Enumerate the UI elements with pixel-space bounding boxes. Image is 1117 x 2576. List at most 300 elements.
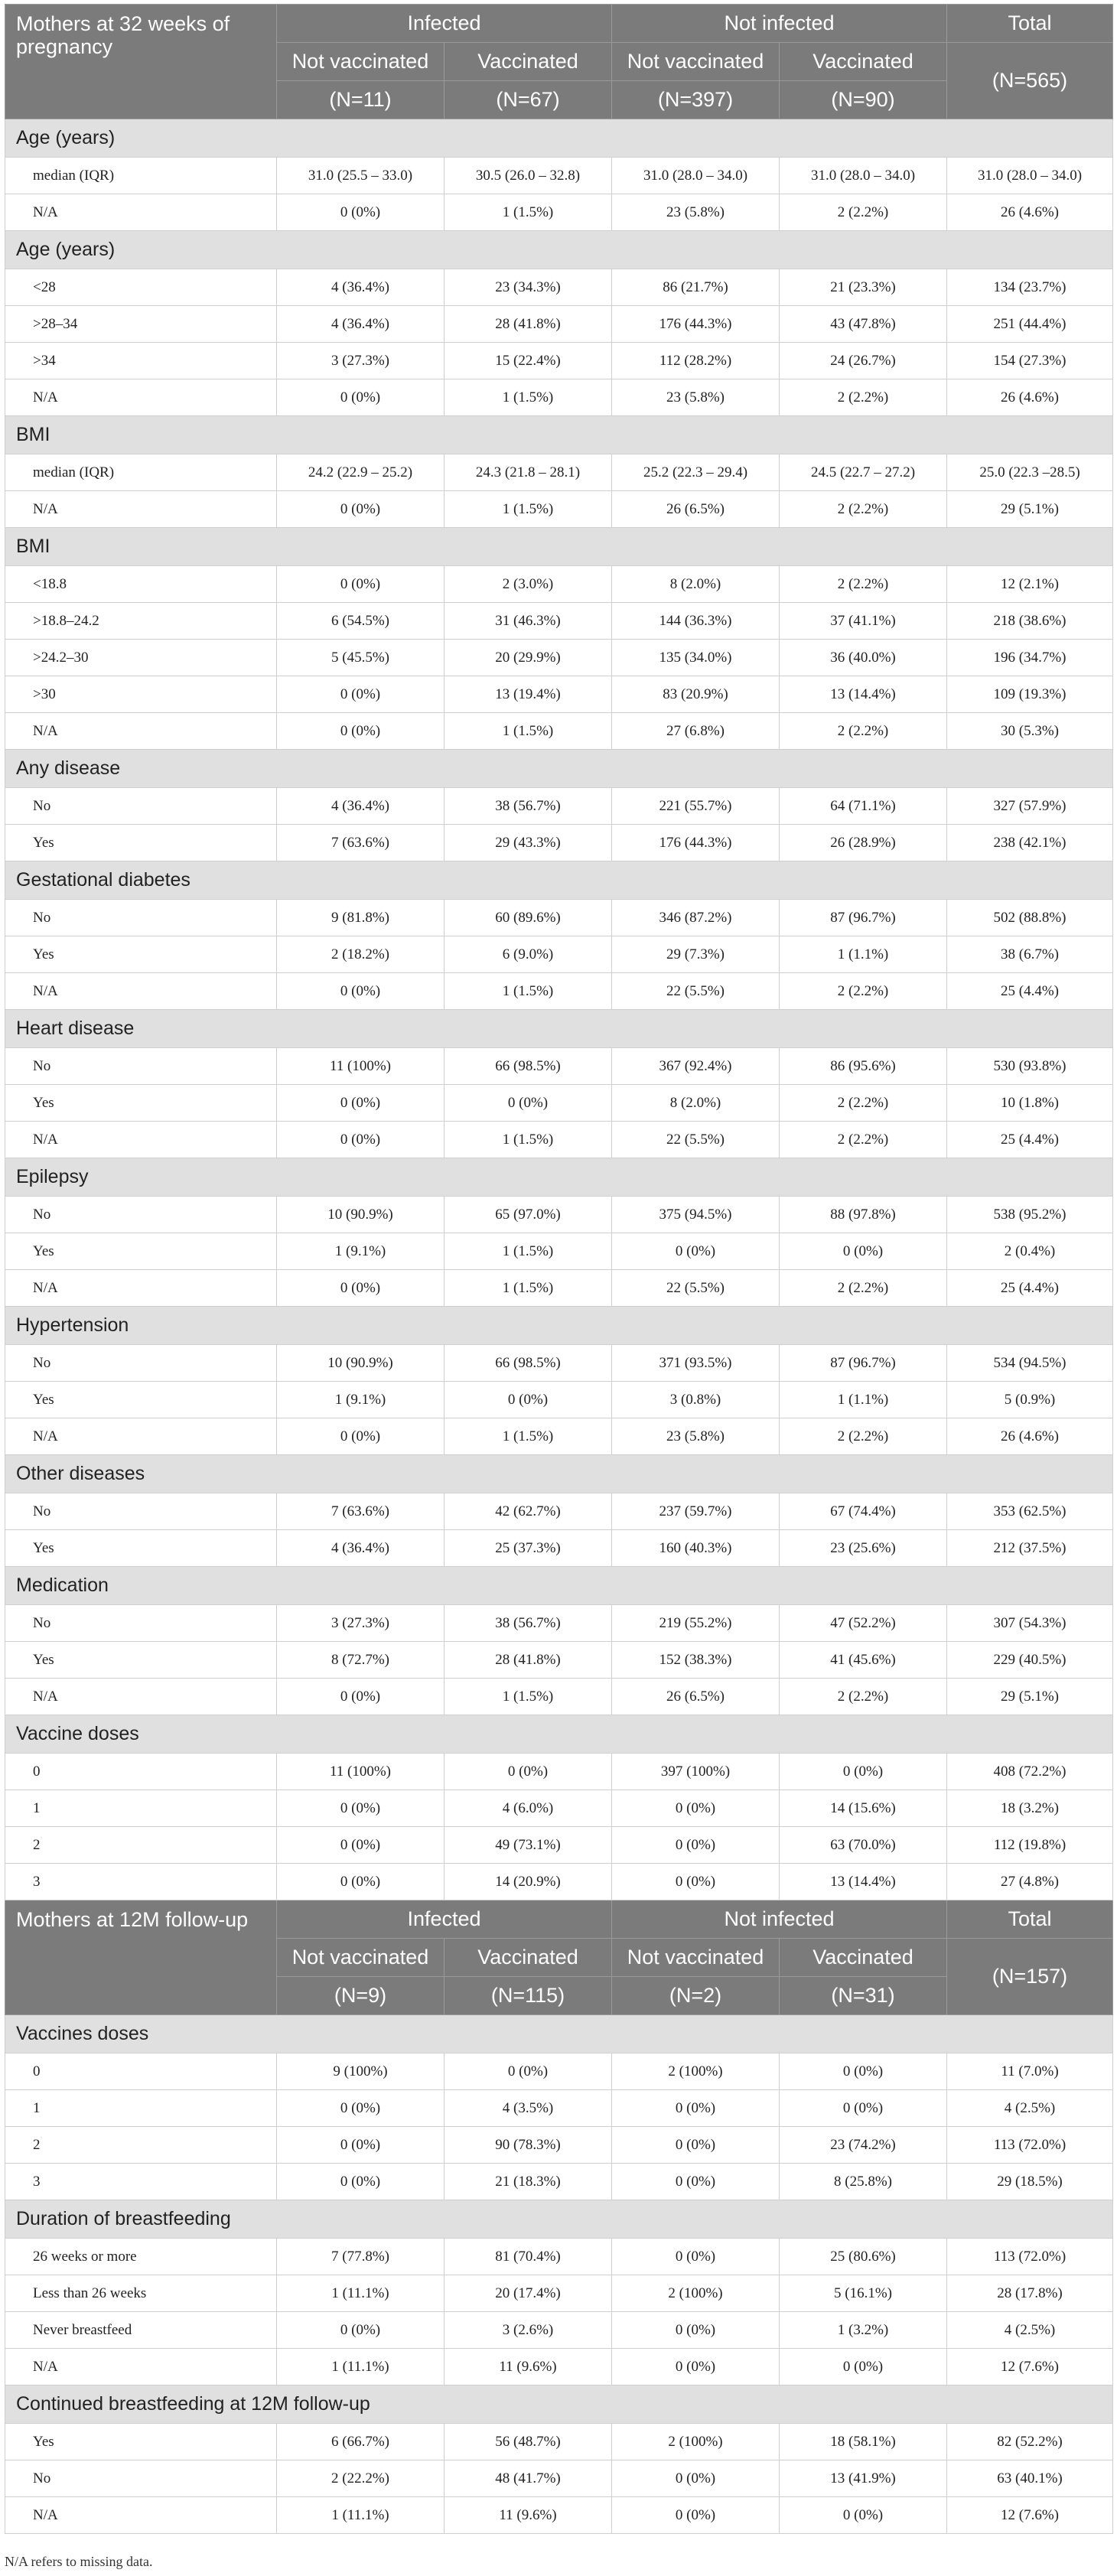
table-row — [5, 1085, 1113, 1122]
table-row — [5, 2460, 1113, 2497]
table-cell: 0 (0%) — [612, 1864, 780, 1900]
total-cell: 29 (5.1%) — [947, 491, 1113, 528]
table-row — [5, 343, 1113, 379]
table-cell: 375 (94.5%) — [612, 1197, 780, 1233]
total-cell: 12 (2.1%) — [947, 566, 1113, 603]
table-cell: 22 (5.5%) — [612, 973, 780, 1010]
row-label: Yes — [5, 1233, 277, 1270]
table-cell: 0 (0%) — [780, 1754, 947, 1790]
table-cell: 0 (0%) — [277, 1864, 445, 1900]
table-row — [5, 825, 1113, 861]
variable-group-row — [5, 2200, 1113, 2239]
table-cell: 23 (34.3%) — [445, 269, 612, 306]
table-cell: 7 (63.6%) — [277, 825, 445, 861]
table-cell: 1 (11.1%) — [277, 2497, 445, 2534]
row-label: N/A — [5, 1270, 277, 1307]
table-cell: 64 (71.1%) — [780, 788, 947, 825]
variable-group-label: Vaccine doses — [5, 1715, 1113, 1754]
table-row — [5, 973, 1113, 1010]
total-cell: 538 (95.2%) — [947, 1197, 1113, 1233]
table-row — [5, 2239, 1113, 2275]
table-cell: 2 (100%) — [612, 2275, 780, 2312]
table-cell: 0 (0%) — [445, 1382, 612, 1418]
table-cell: 6 (66.7%) — [277, 2424, 445, 2460]
total-cell: 530 (93.8%) — [947, 1048, 1113, 1085]
variable-group-label: Hypertension — [5, 1307, 1113, 1345]
table-cell: 0 (0%) — [277, 1418, 445, 1455]
variable-group-row — [5, 1158, 1113, 1197]
subgroup-n: (N=67) — [445, 81, 612, 119]
table-cell: 1 (1.5%) — [445, 1418, 612, 1455]
row-label: N/A — [5, 379, 277, 416]
table-cell: 38 (56.7%) — [445, 788, 612, 825]
table-row — [5, 2497, 1113, 2534]
total-cell: 109 (19.3%) — [947, 676, 1113, 713]
subgroup-n: (N=11) — [277, 81, 445, 119]
table-cell: 221 (55.7%) — [612, 788, 780, 825]
table-cell: 0 (0%) — [277, 973, 445, 1010]
table-cell: 23 (5.8%) — [612, 1418, 780, 1455]
table-cell: 20 (29.9%) — [445, 640, 612, 676]
table-cell: 3 (27.3%) — [277, 1605, 445, 1642]
table-cell: 346 (87.2%) — [612, 900, 780, 936]
table-cell: 0 (0%) — [445, 2053, 612, 2090]
table-cell: 24.2 (22.9 – 25.2) — [277, 454, 445, 491]
table-cell: 2 (2.2%) — [780, 491, 947, 528]
table-cell: 1 (1.5%) — [445, 1233, 612, 1270]
table-cell: 14 (15.6%) — [780, 1790, 947, 1827]
table-cell: 2 (3.0%) — [445, 566, 612, 603]
variable-group-label: Age (years) — [5, 231, 1113, 269]
row-label: >30 — [5, 676, 277, 713]
total-cell: 238 (42.1%) — [947, 825, 1113, 861]
variable-group-row — [5, 2385, 1113, 2424]
table-cell: 26 (6.5%) — [612, 1679, 780, 1715]
row-label: Yes — [5, 1382, 277, 1418]
table-cell: 0 (0%) — [612, 2497, 780, 2534]
table-row — [5, 2164, 1113, 2200]
variable-group-row — [5, 231, 1113, 269]
table-cell: 2 (2.2%) — [780, 1085, 947, 1122]
subgroup-n: (N=2) — [612, 1977, 780, 2015]
table-cell: 0 (0%) — [277, 2090, 445, 2127]
table-cell: 1 (1.5%) — [445, 713, 612, 750]
table-cell: 23 (5.8%) — [612, 194, 780, 231]
table-cell: 5 (16.1%) — [780, 2275, 947, 2312]
table-row — [5, 2090, 1113, 2127]
row-label: N/A — [5, 491, 277, 528]
total-cell: 4 (2.5%) — [947, 2312, 1113, 2349]
table-cell: 87 (96.7%) — [780, 900, 947, 936]
table-cell: 6 (54.5%) — [277, 603, 445, 640]
table-cell: 0 (0%) — [445, 1085, 612, 1122]
table-row — [5, 1493, 1113, 1530]
table-cell: 23 (74.2%) — [780, 2127, 947, 2164]
row-label: >34 — [5, 343, 277, 379]
table-cell: 26 (6.5%) — [612, 491, 780, 528]
table-cell: 3 (0.8%) — [612, 1382, 780, 1418]
table-cell: 86 (21.7%) — [612, 269, 780, 306]
table-cell: 8 (2.0%) — [612, 1085, 780, 1122]
table-cell: 2 (2.2%) — [780, 713, 947, 750]
table-cell: 0 (0%) — [277, 194, 445, 231]
table-cell: 1 (11.1%) — [277, 2349, 445, 2385]
table-cell: 0 (0%) — [612, 2127, 780, 2164]
table-row — [5, 269, 1113, 306]
table-cell: 2 (100%) — [612, 2053, 780, 2090]
total-cell: 31.0 (28.0 – 34.0) — [947, 158, 1113, 194]
row-label: 0 — [5, 2053, 277, 2090]
table-cell: 135 (34.0%) — [612, 640, 780, 676]
table-cell: 23 (25.6%) — [780, 1530, 947, 1567]
table-cell: 43 (47.8%) — [780, 306, 947, 343]
table-cell: 0 (0%) — [612, 1827, 780, 1864]
table-cell: 0 (0%) — [277, 1790, 445, 1827]
table-cell: 4 (3.5%) — [445, 2090, 612, 2127]
table-cell: 63 (70.0%) — [780, 1827, 947, 1864]
table-cell: 10 (90.9%) — [277, 1345, 445, 1382]
row-label: >28–34 — [5, 306, 277, 343]
row-label: No — [5, 1605, 277, 1642]
row-label: Yes — [5, 825, 277, 861]
row-label: No — [5, 1493, 277, 1530]
table-cell: 29 (7.3%) — [612, 936, 780, 973]
variable-group-label: Medication — [5, 1567, 1113, 1605]
variable-group-label: BMI — [5, 416, 1113, 454]
table-row — [5, 676, 1113, 713]
table-cell: 1 (3.2%) — [780, 2312, 947, 2349]
table-cell: 28 (41.8%) — [445, 306, 612, 343]
table-cell: 219 (55.2%) — [612, 1605, 780, 1642]
table-cell: 87 (96.7%) — [780, 1345, 947, 1382]
table-cell: 42 (62.7%) — [445, 1493, 612, 1530]
table-cell: 25.2 (22.3 – 29.4) — [612, 454, 780, 491]
table-cell: 36 (40.0%) — [780, 640, 947, 676]
table-cell: 0 (0%) — [612, 2349, 780, 2385]
total-cell: 26 (4.6%) — [947, 194, 1113, 231]
table-row — [5, 2275, 1113, 2312]
table-cell: 3 (27.3%) — [277, 343, 445, 379]
row-label: 26 weeks or more — [5, 2239, 277, 2275]
table-cell: 1 (1.5%) — [445, 1122, 612, 1158]
total-cell: 4 (2.5%) — [947, 2090, 1113, 2127]
table-cell: 41 (45.6%) — [780, 1642, 947, 1679]
total-cell: 29 (18.5%) — [947, 2164, 1113, 2200]
table-cell: 88 (97.8%) — [780, 1197, 947, 1233]
table-row — [5, 379, 1113, 416]
table-cell: 176 (44.3%) — [612, 306, 780, 343]
table-cell: 56 (48.7%) — [445, 2424, 612, 2460]
row-label: 1 — [5, 2090, 277, 2127]
table-cell: 0 (0%) — [277, 566, 445, 603]
table-cell: 30.5 (26.0 – 32.8) — [445, 158, 612, 194]
table-cell: 2 (22.2%) — [277, 2460, 445, 2497]
table-cell: 0 (0%) — [445, 1754, 612, 1790]
table-row — [5, 1605, 1113, 1642]
row-label: Yes — [5, 936, 277, 973]
table-cell: 20 (17.4%) — [445, 2275, 612, 2312]
table-cell: 26 (28.9%) — [780, 825, 947, 861]
total-cell: 251 (44.4%) — [947, 306, 1113, 343]
table-cell: 24.5 (22.7 – 27.2) — [780, 454, 947, 491]
table-cell: 2 (2.2%) — [780, 566, 947, 603]
subgroup-header: Vaccinated — [780, 43, 947, 81]
subgroup-header: Not vaccinated — [612, 1939, 780, 1977]
table-row — [5, 194, 1113, 231]
table-cell: 25 (80.6%) — [780, 2239, 947, 2275]
table-cell: 5 (45.5%) — [277, 640, 445, 676]
section-title: Mothers at 32 weeks of pregnancy — [5, 5, 277, 119]
table-cell: 11 (100%) — [277, 1048, 445, 1085]
table-row — [5, 1864, 1113, 1900]
table-cell: 9 (100%) — [277, 2053, 445, 2090]
subgroup-header: Vaccinated — [780, 1939, 947, 1977]
total-cell: 12 (7.6%) — [947, 2349, 1113, 2385]
table-row — [5, 1530, 1113, 1567]
data-table — [5, 4, 1113, 2534]
group-header-infected: Infected — [277, 1900, 612, 1939]
table-cell: 31.0 (25.5 – 33.0) — [277, 158, 445, 194]
table-cell: 2 (2.2%) — [780, 1270, 947, 1307]
table-cell: 2 (2.2%) — [780, 1122, 947, 1158]
row-label: 2 — [5, 2127, 277, 2164]
table-row — [5, 1642, 1113, 1679]
total-cell: 29 (5.1%) — [947, 1679, 1113, 1715]
table-cell: 22 (5.5%) — [612, 1122, 780, 1158]
table-cell: 21 (18.3%) — [445, 2164, 612, 2200]
subgroup-n: (N=9) — [277, 1977, 445, 2015]
variable-group-row — [5, 750, 1113, 788]
table-cell: 2 (100%) — [612, 2424, 780, 2460]
table-cell: 9 (81.8%) — [277, 900, 445, 936]
row-label: <28 — [5, 269, 277, 306]
table-cell: 31 (46.3%) — [445, 603, 612, 640]
subgroup-n: (N=397) — [612, 81, 780, 119]
table-row — [5, 1270, 1113, 1307]
subgroup-n: (N=115) — [445, 1977, 612, 2015]
table-cell: 31.0 (28.0 – 34.0) — [780, 158, 947, 194]
table-cell: 13 (41.9%) — [780, 2460, 947, 2497]
row-label: N/A — [5, 1418, 277, 1455]
section-header-row — [5, 5, 1113, 43]
table-cell: 1 (1.5%) — [445, 379, 612, 416]
table-row — [5, 1197, 1113, 1233]
row-label: Less than 26 weeks — [5, 2275, 277, 2312]
table-row — [5, 1382, 1113, 1418]
section-title: Mothers at 12M follow-up — [5, 1900, 277, 2015]
table-cell: 18 (58.1%) — [780, 2424, 947, 2460]
total-cell: 28 (17.8%) — [947, 2275, 1113, 2312]
table-row — [5, 1827, 1113, 1864]
row-label: median (IQR) — [5, 158, 277, 194]
row-label: >18.8–24.2 — [5, 603, 277, 640]
table-cell: 0 (0%) — [277, 2127, 445, 2164]
table-row — [5, 1418, 1113, 1455]
table-cell: 21 (23.3%) — [780, 269, 947, 306]
table-cell: 0 (0%) — [612, 1233, 780, 1270]
total-cell: 25.0 (22.3 –28.5) — [947, 454, 1113, 491]
group-header-infected: Infected — [277, 5, 612, 43]
table-row — [5, 1754, 1113, 1790]
table-cell: 0 (0%) — [612, 2164, 780, 2200]
table-cell: 1 (1.5%) — [445, 1270, 612, 1307]
table-cell: 28 (41.8%) — [445, 1642, 612, 1679]
table-cell: 65 (97.0%) — [445, 1197, 612, 1233]
table-cell: 0 (0%) — [612, 1790, 780, 1827]
subgroup-header: Vaccinated — [445, 43, 612, 81]
table-cell: 0 (0%) — [277, 1827, 445, 1864]
group-header-not-infected: Not infected — [612, 1900, 947, 1939]
table-cell: 29 (43.3%) — [445, 825, 612, 861]
row-label: >24.2–30 — [5, 640, 277, 676]
table-cell: 11 (9.6%) — [445, 2349, 612, 2385]
subgroup-header: Not vaccinated — [612, 43, 780, 81]
table-cell: 14 (20.9%) — [445, 1864, 612, 1900]
row-label: 3 — [5, 1864, 277, 1900]
table-cell: 152 (38.3%) — [612, 1642, 780, 1679]
table-cell: 4 (36.4%) — [277, 1530, 445, 1567]
table-cell: 38 (56.7%) — [445, 1605, 612, 1642]
table-cell: 25 (37.3%) — [445, 1530, 612, 1567]
table-cell: 0 (0%) — [612, 2460, 780, 2497]
total-n: (N=157) — [947, 1939, 1113, 2015]
subgroup-n: (N=31) — [780, 1977, 947, 2015]
table-cell: 0 (0%) — [780, 2349, 947, 2385]
table-cell: 0 (0%) — [780, 2053, 947, 2090]
total-header: Total — [947, 1900, 1113, 1939]
row-label: <18.8 — [5, 566, 277, 603]
row-label: N/A — [5, 1122, 277, 1158]
row-label: N/A — [5, 973, 277, 1010]
table-row — [5, 713, 1113, 750]
table-cell: 0 (0%) — [277, 1270, 445, 1307]
table-cell: 90 (78.3%) — [445, 2127, 612, 2164]
table-cell: 8 (25.8%) — [780, 2164, 947, 2200]
table-cell: 0 (0%) — [780, 2090, 947, 2127]
total-cell: 408 (72.2%) — [947, 1754, 1113, 1790]
total-cell: 327 (57.9%) — [947, 788, 1113, 825]
variable-group-label: Heart disease — [5, 1010, 1113, 1048]
total-cell: 27 (4.8%) — [947, 1864, 1113, 1900]
table-cell: 23 (5.8%) — [612, 379, 780, 416]
table-cell: 11 (100%) — [277, 1754, 445, 1790]
table-cell: 1 (9.1%) — [277, 1233, 445, 1270]
total-cell: 534 (94.5%) — [947, 1345, 1113, 1382]
table-cell: 371 (93.5%) — [612, 1345, 780, 1382]
table-cell: 0 (0%) — [277, 676, 445, 713]
total-cell: 154 (27.3%) — [947, 343, 1113, 379]
variable-group-row — [5, 1715, 1113, 1754]
total-cell: 25 (4.4%) — [947, 973, 1113, 1010]
row-label: No — [5, 1197, 277, 1233]
variable-group-label: Vaccines doses — [5, 2015, 1113, 2053]
table-cell: 81 (70.4%) — [445, 2239, 612, 2275]
table-cell: 237 (59.7%) — [612, 1493, 780, 1530]
total-cell: 218 (38.6%) — [947, 603, 1113, 640]
table-cell: 47 (52.2%) — [780, 1605, 947, 1642]
table-cell: 0 (0%) — [277, 2164, 445, 2200]
table-cell: 2 (2.2%) — [780, 379, 947, 416]
total-cell: 112 (19.8%) — [947, 1827, 1113, 1864]
table-cell: 0 (0%) — [612, 2312, 780, 2349]
table-cell: 0 (0%) — [277, 1122, 445, 1158]
table-cell: 60 (89.6%) — [445, 900, 612, 936]
total-cell: 113 (72.0%) — [947, 2239, 1113, 2275]
variable-group-label: Epilepsy — [5, 1158, 1113, 1197]
total-header: Total — [947, 5, 1113, 43]
table-cell: 2 (2.2%) — [780, 1679, 947, 1715]
row-label: Never breastfeed — [5, 2312, 277, 2349]
table-row — [5, 640, 1113, 676]
row-label: 2 — [5, 1827, 277, 1864]
table-row — [5, 936, 1113, 973]
total-cell: 38 (6.7%) — [947, 936, 1113, 973]
variable-group-label: Duration of breastfeeding — [5, 2200, 1113, 2239]
table-cell: 112 (28.2%) — [612, 343, 780, 379]
row-label: N/A — [5, 194, 277, 231]
total-cell: 502 (88.8%) — [947, 900, 1113, 936]
table-cell: 13 (14.4%) — [780, 1864, 947, 1900]
subgroup-n: (N=90) — [780, 81, 947, 119]
table-row — [5, 2349, 1113, 2385]
total-cell: 196 (34.7%) — [947, 640, 1113, 676]
row-label: median (IQR) — [5, 454, 277, 491]
table-cell: 86 (95.6%) — [780, 1048, 947, 1085]
total-cell: 30 (5.3%) — [947, 713, 1113, 750]
table-cell: 8 (72.7%) — [277, 1642, 445, 1679]
table-cell: 7 (77.8%) — [277, 2239, 445, 2275]
table-cell: 2 (18.2%) — [277, 936, 445, 973]
table-cell: 176 (44.3%) — [612, 825, 780, 861]
variable-group-label: Other diseases — [5, 1455, 1113, 1493]
table-cell: 6 (9.0%) — [445, 936, 612, 973]
variable-group-row — [5, 528, 1113, 566]
table-cell: 2 (2.2%) — [780, 1418, 947, 1455]
table-cell: 15 (22.4%) — [445, 343, 612, 379]
variable-group-row — [5, 1455, 1113, 1493]
table-cell: 48 (41.7%) — [445, 2460, 612, 2497]
table-row — [5, 2424, 1113, 2460]
table-cell: 367 (92.4%) — [612, 1048, 780, 1085]
total-cell: 307 (54.3%) — [947, 1605, 1113, 1642]
row-label: 0 — [5, 1754, 277, 1790]
variable-group-label: BMI — [5, 528, 1113, 566]
table-row — [5, 900, 1113, 936]
table-row — [5, 491, 1113, 528]
table-row — [5, 1233, 1113, 1270]
row-label: 3 — [5, 2164, 277, 2200]
subgroup-header: Not vaccinated — [277, 1939, 445, 1977]
table-cell: 4 (6.0%) — [445, 1790, 612, 1827]
subgroup-header: Vaccinated — [445, 1939, 612, 1977]
table-cell: 0 (0%) — [277, 2312, 445, 2349]
subgroup-header: Not vaccinated — [277, 43, 445, 81]
row-label: No — [5, 2460, 277, 2497]
table-cell: 4 (36.4%) — [277, 306, 445, 343]
row-label: No — [5, 900, 277, 936]
row-label: N/A — [5, 713, 277, 750]
table-cell: 1 (11.1%) — [277, 2275, 445, 2312]
table-row — [5, 2312, 1113, 2349]
total-n: (N=565) — [947, 43, 1113, 119]
table-cell: 0 (0%) — [780, 1233, 947, 1270]
total-cell: 11 (7.0%) — [947, 2053, 1113, 2090]
table-cell: 1 (1.5%) — [445, 491, 612, 528]
table-cell: 1 (9.1%) — [277, 1382, 445, 1418]
table-cell: 10 (90.9%) — [277, 1197, 445, 1233]
table-cell: 24 (26.7%) — [780, 343, 947, 379]
variable-group-row — [5, 119, 1113, 158]
